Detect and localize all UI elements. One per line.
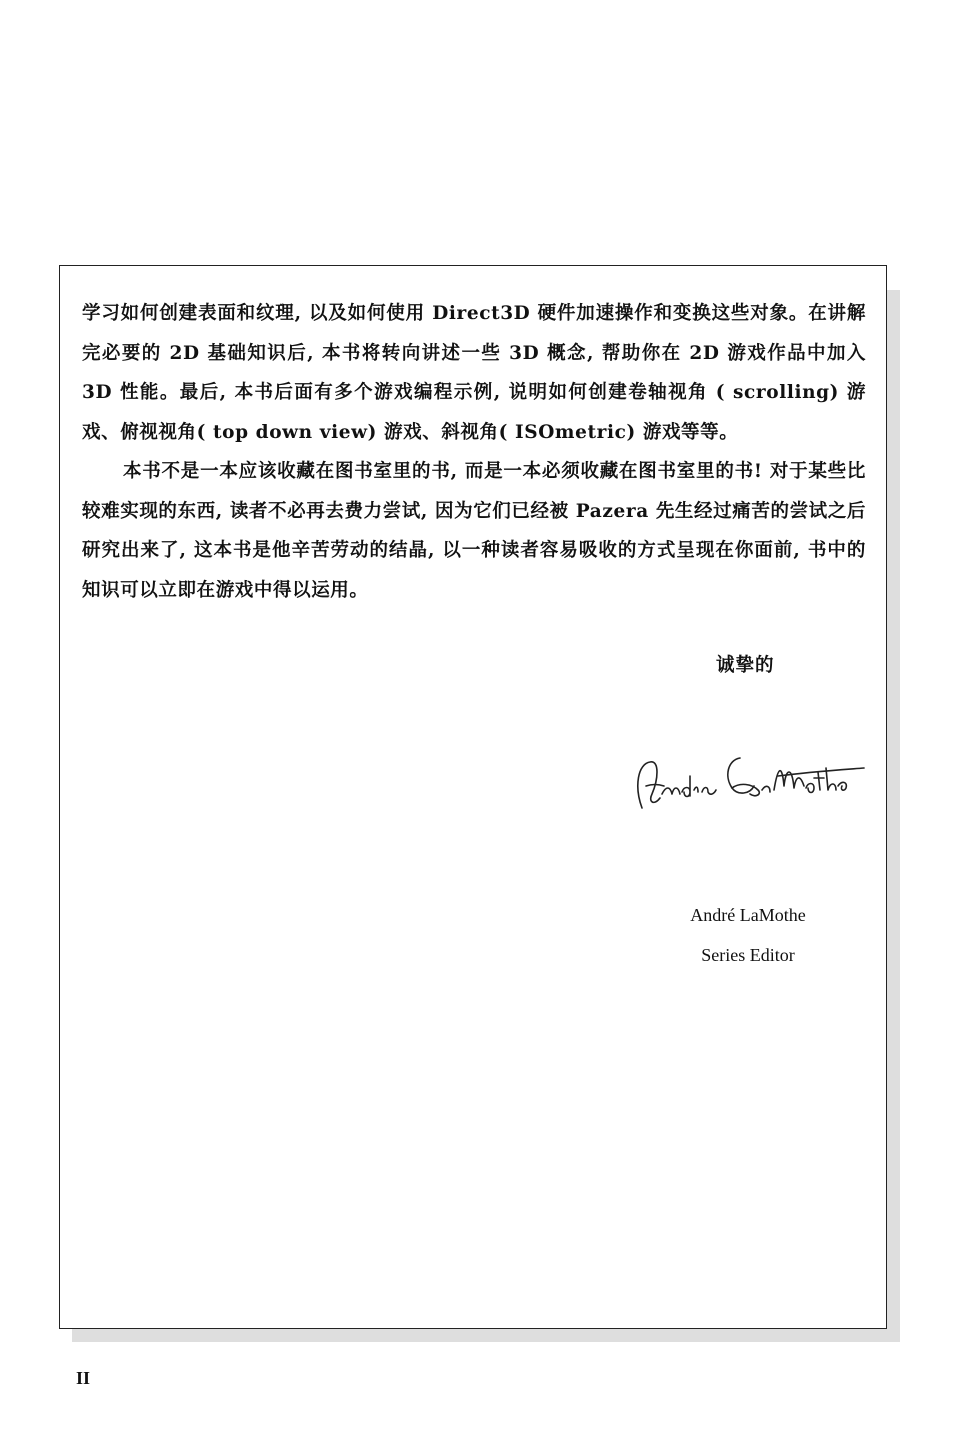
author-name: André LaMothe <box>690 905 806 925</box>
foreword-body <box>82 294 866 610</box>
paragraph-2: 本书不是一本应该收藏在图书室里的书, 而是一本必须收藏在图书室里的书! 对于某些比较难实现的东西, 读者不必再去费力尝试, 因为它们已经被 Pazera 先生经过痛苦的尝试之后研究出来了, 这本书是他辛苦劳动的结晶, 以一种读者容易吸收的方式呈现在你面前, 书中的知识可以立即在游戏中得以运用。 <box>82 461 866 601</box>
foreword-frame <box>59 265 887 1329</box>
author-title: Series Editor <box>701 945 795 965</box>
paragraph-1: 学习如何创建表面和纹理, 以及如何使用 Direct3D 硬件加速操作和变换这些对象。在讲解完必要的 2D 基础知识后, 本书将转向讲述一些 3D 概念, 帮助你在 2D 游戏作品中加入 3D 性能。最后, 本书后面有多个游戏编程示例, 说明如何创建卷轴视角 ( scrolling) 游戏、俯视视角( top down view) 游戏、斜视角( ISOmetric) 游戏等等。 <box>82 303 866 443</box>
page-number: II <box>76 1368 91 1388</box>
handwritten-signature <box>628 746 868 826</box>
author-block <box>630 895 866 975</box>
closing-salutation: 诚挚的 <box>716 655 775 676</box>
